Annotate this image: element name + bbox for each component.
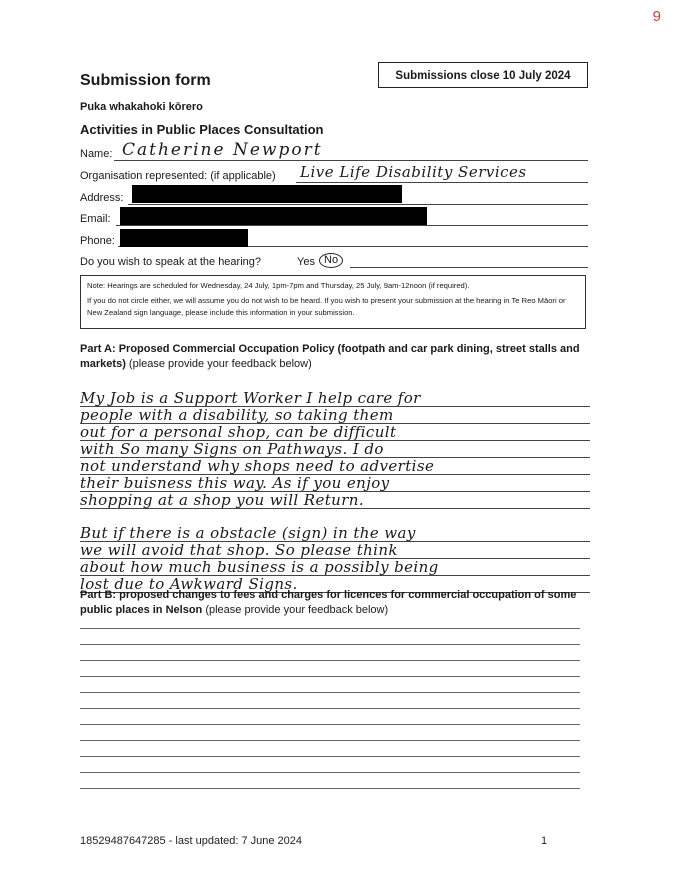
- part-b-instruction: (please provide your feedback below): [205, 604, 389, 616]
- answer-line: [80, 509, 590, 525]
- answer-line: with So many Signs on Pathways. I do: [80, 441, 590, 458]
- org-label: Organisation represented: (if applicable): [80, 170, 276, 182]
- part-b-answer-line[interactable]: [80, 628, 580, 629]
- part-a-title: Part A: Proposed Commercial Occupation Policy (footpath and car park dining, street stalls and markets): [80, 343, 580, 370]
- email-label: Email:: [80, 213, 111, 225]
- answer-line: shopping at a shop you will Return.: [80, 492, 590, 509]
- part-b-answer-line[interactable]: [80, 772, 580, 773]
- answer-line: we will avoid that shop. So please think: [80, 542, 590, 559]
- answer-line: not understand why shops need to advertise: [80, 458, 590, 475]
- email-rule: [116, 225, 588, 226]
- org-value[interactable]: Live Life Disability Services: [300, 163, 527, 181]
- address-redaction: [132, 185, 402, 203]
- address-label: Address:: [80, 192, 124, 204]
- hearing-note-box: [80, 275, 586, 329]
- part-b-answer-line[interactable]: [80, 660, 580, 661]
- form-title: Submission form: [80, 72, 211, 89]
- name-rule: [114, 160, 588, 161]
- address-rule: [128, 204, 588, 205]
- speak-label: Do you wish to speak at the hearing?: [80, 256, 262, 268]
- phone-label: Phone:: [80, 235, 115, 247]
- consultation-title: Activities in Public Places Consultation: [80, 122, 324, 137]
- page-number: 9: [652, 8, 661, 25]
- footer-doc-ref: 18529487647285 - last updated: 7 June 2024: [80, 835, 303, 847]
- part-b-answer-line[interactable]: [80, 644, 580, 645]
- name-value[interactable]: Catherine Newport: [122, 140, 323, 160]
- part-b-answer-line[interactable]: [80, 676, 580, 677]
- deadline-box: Submissions close 10 July 2024: [378, 62, 588, 88]
- part-a-instruction: (please provide your feedback below): [128, 358, 312, 370]
- part-b-answer-line[interactable]: [80, 740, 580, 741]
- answer-line: My Job is a Support Worker I help care for: [80, 390, 590, 407]
- speak-yes[interactable]: Yes: [297, 256, 315, 268]
- part-b-heading: [80, 588, 590, 618]
- part-b-answer-line[interactable]: [80, 756, 580, 757]
- form-subtitle: Puka whakahoki kōrero: [80, 101, 203, 113]
- answer-line: their buisness this way. As if you enjoy: [80, 475, 590, 492]
- answer-line: But if there is a obstacle (sign) in the way: [80, 525, 590, 542]
- answer-line: lost due to Awkward Signs.: [80, 576, 590, 593]
- part-a-heading: [80, 342, 590, 372]
- speak-rule: [350, 267, 588, 268]
- email-redaction: [120, 207, 427, 225]
- phone-redaction: [120, 229, 248, 247]
- part-b-answer-line[interactable]: [80, 788, 580, 789]
- answer-line: people with a disability, so taking them: [80, 407, 590, 424]
- footer-page-number: 1: [541, 835, 548, 847]
- part-b-answer-line[interactable]: [80, 708, 580, 709]
- answer-line: about how much business is a possibly being: [80, 559, 590, 576]
- hearing-note-line1: Note: Hearings are scheduled for Wednesday, 24 July, 1pm-7pm and Thursday, 25 July, 9am-12noon (if required).: [87, 281, 470, 290]
- hearing-note-line2: If you do not circle either, we will assume you do not wish to be heard. If you wish to present your submission at the hearing in Te Reo Māori or New Zealand sign language, please include this information in your submission.: [87, 296, 566, 317]
- speak-no-circled[interactable]: No: [319, 253, 343, 268]
- part-b-answer-line[interactable]: [80, 692, 580, 693]
- part-b-answer-line[interactable]: [80, 724, 580, 725]
- answer-line: out for a personal shop, can be difficult: [80, 424, 590, 441]
- part-b-title: Part B: proposed changes to fees and charges for licences for commercial occupation of some public places in Nelson: [80, 589, 577, 616]
- part-a-answer[interactable]: [80, 390, 590, 593]
- org-rule: [296, 182, 588, 183]
- name-label: Name:: [80, 148, 113, 160]
